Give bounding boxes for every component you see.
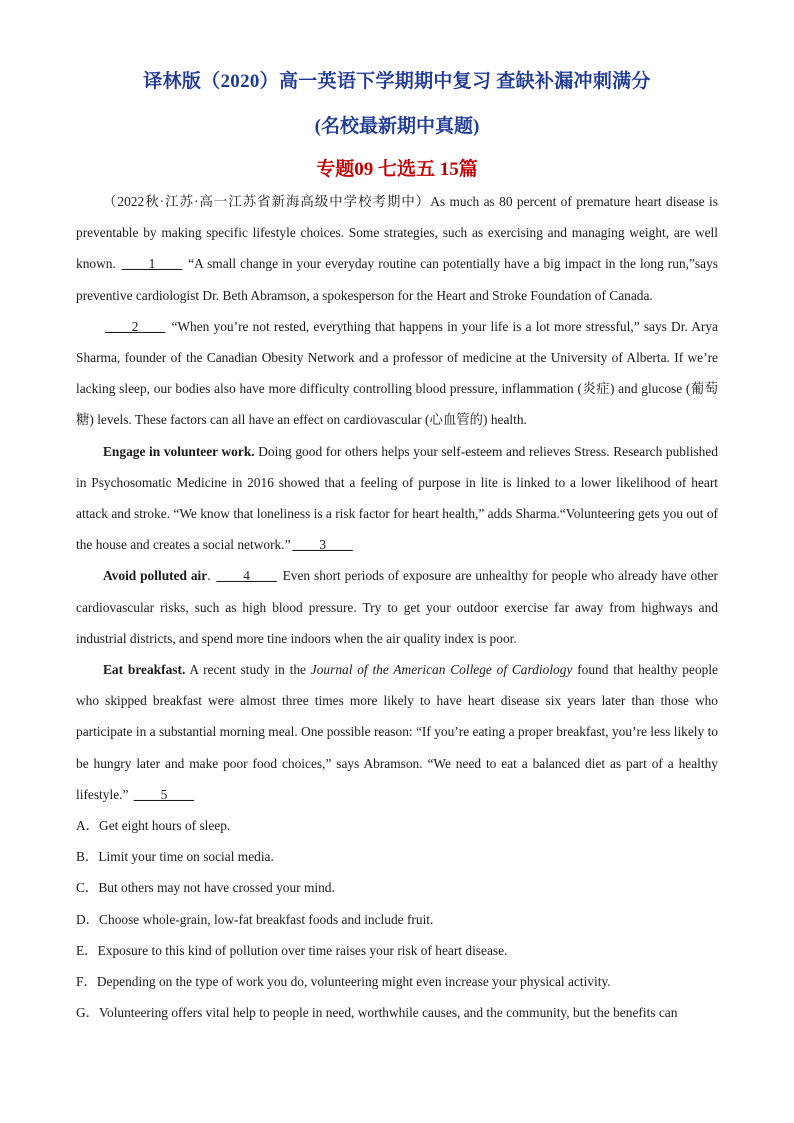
- paragraph-2: [76, 311, 718, 436]
- paragraph-3: [76, 436, 718, 561]
- paragraph-4-text-a: .: [207, 568, 215, 584]
- paragraph-4: [76, 560, 718, 654]
- blank-2: ____2____: [105, 318, 166, 334]
- option-d: D．Choose whole-grain, low-fat breakfast foods and include fruit.: [76, 911, 434, 927]
- title-line-1: 译林版（2020）高一英语下学期期中复习 查缺补漏冲刺满分: [143, 71, 651, 92]
- title-line-2: (名校最新期中真题): [314, 116, 480, 137]
- paragraph-5-text-a: A recent study in the: [185, 662, 311, 678]
- blank-1: ____1____: [121, 256, 183, 272]
- paragraph-3-text: Doing good for others helps your self-esteem and relieves Stress. Research published in Psychosomatic Medicine in 2016 showed that a feeling of purpose in lite is linked to a lower likelihood of heart attack and stroke. “We know that loneliness is a risk factor for heart health,” adds Sharma.“Volunteering gets you out of the house and creates a social network.”: [76, 443, 718, 553]
- paragraph-2-text: “When you’re not rested, everything that happens in your life is a lot more stressful,” says Dr. Arya Sharma, founder of the Canadian Obesity Network and a professor of medicine at the University of Alberta. If we’re lacking sleep, our bodies also have more difficulty controlling blood pressure, inflammation (炎症) and glucose (葡萄糖) levels. These factors can all have an effect on cardiovascular (心血管的) health.: [76, 318, 718, 428]
- option-a: A．Get eight hours of sleep.: [76, 818, 231, 834]
- journal-name: Journal of the American College of Cardiology: [310, 662, 573, 678]
- option-c: C．But others may not have crossed your mind.: [76, 880, 335, 896]
- paragraph-1-text-b: “A small change in your everyday routine can potentially have a big impact in the long run,”says preventive cardiologist Dr. Beth Abramson, a spokesperson for the Heart and Stroke Foundation of Canada.: [76, 256, 718, 303]
- paragraph-5: [76, 654, 718, 810]
- blank-3: ____3____: [292, 537, 353, 553]
- paragraph-4-heading: Avoid polluted air: [103, 568, 208, 584]
- paragraph-1-text-a: As much as 80 percent of premature heart disease is preventable by making specific lifestyle choices. Some strategies, such as exercising and managing weight, are well known.: [76, 194, 718, 272]
- paragraph-4-text-b: Even short periods of exposure are unhealthy for people who already have other cardiovascular risks, such as high blood pressure. Try to get your outdoor exercise far away from highways and industrial districts, and spend more tine indoors when the air quality index is poor.: [76, 568, 719, 646]
- source-note: （2022秋·江苏·高一江苏省新海高级中学校考期中）: [103, 194, 431, 209]
- option-g: G．Volunteering offers vital help to people in need, worthwhile causes, and the community, but the benefits can: [76, 1005, 678, 1021]
- title-line-3: 专题09 七选五 15篇: [316, 159, 478, 180]
- option-f: F．Depending on the type of work you do, volunteering might even increase your physical activity.: [76, 974, 611, 990]
- option-e: E．Exposure to this kind of pollution over time raises your risk of heart disease.: [76, 942, 508, 958]
- blank-5: ____5____: [133, 786, 195, 802]
- option-b: B．Limit your time on social media.: [76, 849, 274, 865]
- paragraph-5-text-b: found that healthy people who skipped breakfast were almost three times more likely to have heart disease six years later than those who participate in a substantial morning meal. One possible reason: “If you’re eating a proper breakfast, you’re less likely to be hungry later and make poor food choices,” says Abramson. “We need to eat a balanced diet as part of a healthy lifestyle.”: [76, 662, 719, 802]
- paragraph-5-heading: Eat breakfast.: [103, 662, 186, 678]
- blank-4: ____4____: [216, 568, 277, 584]
- paragraph-3-heading: Engage in volunteer work.: [103, 443, 255, 459]
- passage-body: [76, 186, 718, 1028]
- paragraph-1: [76, 186, 718, 311]
